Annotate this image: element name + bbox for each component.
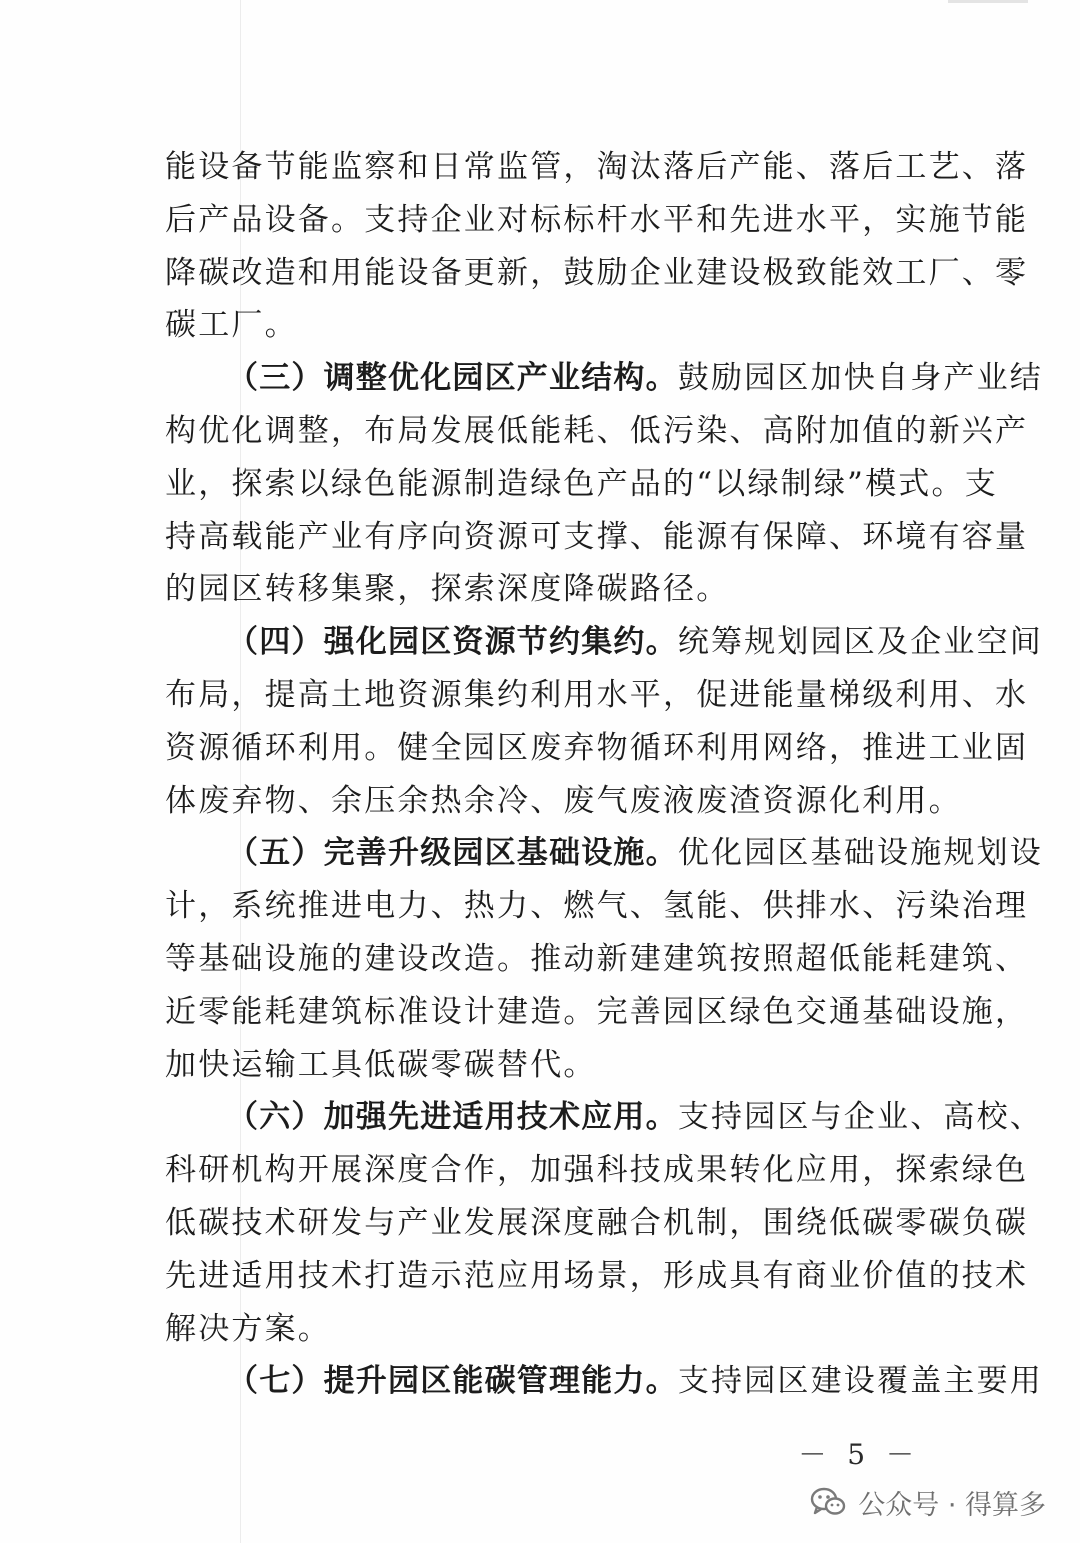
text-line — [165, 405, 1029, 458]
line-text: 资源循环利用。健全园区废弃物循环利用网络，推进工业固 — [165, 729, 1029, 766]
text-line — [165, 1250, 1029, 1303]
text-line — [165, 511, 1029, 564]
text-line — [165, 247, 1029, 300]
line-text: 低碳技术研发与产业发展深度融合机制，围绕低碳零碳负碳 — [165, 1204, 1029, 1241]
line-text: 解决方案。 — [165, 1310, 331, 1347]
text-line — [165, 141, 1029, 194]
text-line — [165, 775, 962, 828]
line-text: 鼓励园区加快自身产业结 — [677, 360, 1044, 397]
line-text: 计，系统推进电力、热力、燃气、氢能、供排水、污染治理 — [165, 888, 1029, 925]
text-line — [165, 1197, 1029, 1250]
text-line — [165, 1144, 1029, 1197]
section-heading: （四）强化园区资源节约集约。 — [227, 624, 678, 661]
scan-top-mark — [948, 0, 1028, 3]
text-line — [165, 563, 925, 616]
text-line — [165, 722, 1029, 775]
line-text: 布局，提高土地资源集约利用水平，促进能量梯级利用、水 — [165, 676, 1029, 713]
wechat-icon — [810, 1486, 846, 1518]
paragraph-heading-line — [165, 616, 1044, 669]
line-text: 先进适用技术打造示范应用场景，形成具有商业价值的技术 — [165, 1257, 1029, 1294]
line-text: 碳工厂。 — [165, 307, 298, 344]
line-text: 支持园区建设覆盖主要用 — [677, 1363, 1044, 1400]
line-text: 优化园区基础设施规划设 — [677, 835, 1044, 872]
text-line — [165, 986, 1029, 1039]
watermark — [810, 1484, 1046, 1520]
line-text: 持高载能产业有序向资源可支撑、能源有保障、环境有容量 — [165, 518, 1029, 555]
watermark-text: 公众号 · 得算多 — [858, 1489, 1046, 1521]
line-text: 体废弃物、余压余热余冷、废气废液废渣资源化利用。 — [165, 782, 962, 819]
line-text: 构优化调整，布局发展低能耗、低污染、高附加值的新兴产 — [165, 412, 1029, 449]
line-text: 等基础设施的建设改造。推动新建建筑按照超低能耗建筑、 — [165, 940, 1029, 977]
line-text: 降碳改造和用能设备更新，鼓励企业建设极致能效工厂、零 — [165, 254, 1029, 291]
line-text: 后产品设备。支持企业对标标杆水平和先进水平，实施节能 — [165, 201, 1029, 238]
paragraph-heading-line — [165, 352, 1044, 405]
text-line — [165, 880, 1029, 933]
line-text: 支持园区与企业、高校、 — [677, 1099, 1044, 1136]
line-text: 近零能耗建筑标准设计建造。完善园区绿色交通基础设施， — [165, 993, 1029, 1030]
line-text: 科研机构开展深度合作，加强科技成果转化应用，探索绿色 — [165, 1152, 1029, 1189]
line-text: 业，探索以绿色能源制造绿色产品的“以绿制绿”模式。支 — [165, 465, 998, 502]
paragraph-heading-line — [165, 827, 1044, 880]
section-heading: （三）调整优化园区产业结构。 — [227, 360, 678, 397]
document-body — [165, 141, 1044, 1408]
section-heading: （六）加强先进适用技术应用。 — [227, 1099, 678, 1136]
text-line — [165, 669, 1029, 722]
paragraph-heading-line — [165, 1091, 1044, 1144]
section-heading: （五）完善升级园区基础设施。 — [227, 835, 678, 872]
page-number: － 5 － — [798, 1438, 920, 1471]
line-text: 能设备节能监察和日常监管，淘汰落后产能、落后工艺、落 — [165, 149, 1029, 185]
line-text: 统筹规划园区及企业空间 — [677, 624, 1044, 661]
line-text: 的园区转移集聚，探索深度降碳路径。 — [165, 571, 730, 608]
text-line — [165, 299, 925, 352]
text-line — [165, 458, 998, 511]
paragraph-heading-line — [165, 1355, 1044, 1408]
line-text: 加快运输工具低碳零碳替代。 — [165, 1046, 597, 1083]
section-heading: （七）提升园区能碳管理能力。 — [227, 1363, 678, 1400]
text-line — [165, 1039, 925, 1092]
text-line — [165, 194, 1029, 247]
text-line — [165, 1303, 925, 1356]
text-line — [165, 933, 1029, 986]
